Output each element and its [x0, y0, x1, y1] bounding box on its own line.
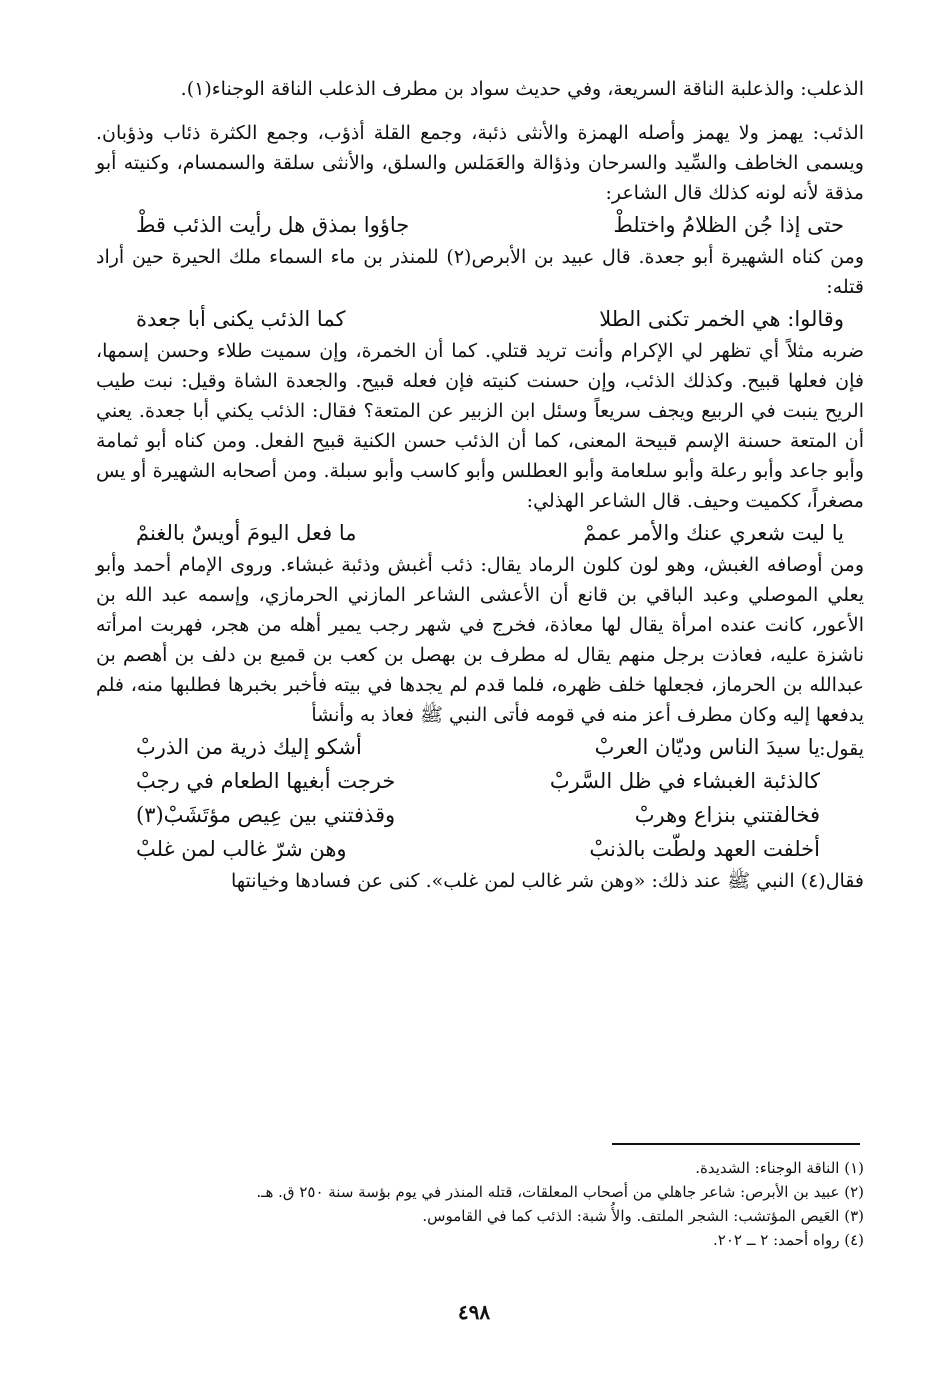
poem-line-right: كالذئبة الغبشاء في ظل السَّربْ	[549, 769, 820, 793]
page-number: ٤٩٨	[457, 1300, 491, 1324]
verse-3-left: ما فعل اليومَ أويسٌ بالغنمْ	[136, 521, 357, 545]
verse-3-right: يا ليت شعري عنك والأمر عممْ	[583, 521, 844, 545]
footnote-2: (٢) عبيد بن الأبرص: شاعر جاهلي من أصحاب المعلقات، قتله المنذر في يوم بؤسة سنة ٢٥٠ ق. هـ.	[256, 1183, 864, 1201]
poem-block	[96, 730, 864, 866]
footnote-4: (٤) رواه أحمد: ٢ ــ ٢٠٢.	[713, 1231, 864, 1249]
poem-line-left: خرجت أبغيها الطعام في رجبْ	[136, 769, 396, 793]
verse-1-right: حتى إذا جُن الظلامُ واختلطْ	[613, 213, 844, 237]
verse-2-left: كما الذئب يكنى أبا جعدة	[136, 307, 346, 331]
paragraph-explanation: ضربه مثلاً أي تظهر لي الإكرام وأنت تريد قتلي. كما أن الخمرة، وإن سميت طلاء وحسن إسمها، فإن فعلها قبيح. وكذلك الذئب، وإن حسنت كنيته فإن فعله قبيح. والجعدة الشاة وقيل: نبت طيب الريح ينبت في الربيع ويجف سريعاً وسئل ابن الزبير عن المتعة؟ فقال: الذئب يكني أبا جعدة. يعني أن المتعة حسنة الإسم قبيحة المعنى، كما أن الذئب حسن الكنية قبيح الفعل. ومن كناه أبو ثمامة وأبو جاعد وأبو رعلة وأبو سلعامة وأبو العطلس وأبو كاسب وأبو سبلة. ومن أصحابه الشهيرة أو يس مصغراً، ككميت وحيف. قال الشاعر الهذلي:	[96, 340, 864, 512]
poem-line	[96, 764, 820, 798]
footnote-3: (٣) العَيص المؤتشب: الشجر الملتف. والأُ شبة: الذئب كما في القاموس.	[422, 1207, 864, 1225]
poem-line	[96, 798, 820, 832]
page-body	[96, 74, 864, 896]
paragraph-dhialab: الذعلب: والذعلبة الناقة السريعة، وفي حديث سواد بن مطرف الذعلب الناقة الوجناء(١).	[180, 78, 864, 100]
poem-line-right: يا سيدَ الناس وديّان العربْ	[594, 735, 820, 759]
verse-1	[96, 208, 864, 242]
paragraph-wolf-names: الذئب: يهمز ولا يهمز وأصله الهمزة والأنثى ذئبة، وجمع القلة أذؤب، وجمع الكثرة ذئاب وذؤبان. ويسمى الخاطف والسِّيد والسرحان وذؤالة والعَمَلس والسلق، والأنثى سلقة والسمسام، وكنيته أبو مذقة لأنه لونه كذلك قال الشاعر:	[96, 122, 864, 204]
verse-2	[96, 302, 864, 336]
paragraph-kunya: ومن كناه الشهيرة أبو جعدة. قال عبيد بن الأبرص(٢) للمنذر بن ماء السماء ملك الحيرة حين أراد قتله:	[96, 246, 865, 298]
paragraph-story: ومن أوصافه الغبش، وهو لون كلون الرماد يقال: ذئب أغبش وذئبة غبشاء. وروى الإمام أحمد وأبو يعلي الموصلي وعبد الباقي بن قانع أن الأعشى الشاعر المازني الحرمازي، وإسمه عبد الله بن الأعور، كانت عنده امرأة يقال لها معاذة، فخرج في شهر رجب يمير أهله من هجر، فهربت امرأته ناشزة عليه، فعاذت برجل منهم يقال له مطرف بن بهصل بن كعب بن قميع بن دلف بن أهصم بن عبدالله بن الحرماز، فجعلها خلف ظهره، فلما قدم لم يجدها في بيته فأخبر بخبرها فطلبها منه، فلم يدفعها إليه وكان مطرف أعز منه في قومه فأتى النبي ﷺ فعاذ به وأنشأ	[96, 554, 864, 726]
poem-line-left: وهن شرّ غالب لمن غلبْ	[136, 837, 347, 861]
poem-line-left: أشكو إليك ذرية من الذربْ	[136, 735, 362, 759]
footnote-divider	[612, 1143, 860, 1145]
poem-line-left: وقذفتني بين عِيص مؤتَشَبْ(٣)	[136, 803, 396, 827]
poem-line	[96, 730, 820, 764]
footnotes	[96, 1156, 864, 1252]
verse-1-left: جاؤوا بمذق هل رأيت الذئب قطْ	[136, 213, 410, 237]
verse-2-right: وقالوا: هي الخمر تكنى الطلا	[599, 307, 844, 331]
poem-line-right: أخلفت العهد ولطّت بالذنبْ	[589, 837, 820, 861]
poem-line-right: فخالفتني بنزاع وهربْ	[634, 803, 820, 827]
poem-line	[96, 832, 820, 866]
poem-lines	[96, 730, 820, 866]
paragraph-hadith: فقال(٤) النبي ﷺ عند ذلك: «وهن شر غالب لمن غلب». كنى عن فسادها وخيانتها	[230, 870, 864, 892]
verse-3	[96, 516, 864, 550]
poem-intro: يقول:	[819, 738, 864, 760]
footnote-1: (١) الناقة الوجناء: الشديدة.	[695, 1159, 864, 1177]
